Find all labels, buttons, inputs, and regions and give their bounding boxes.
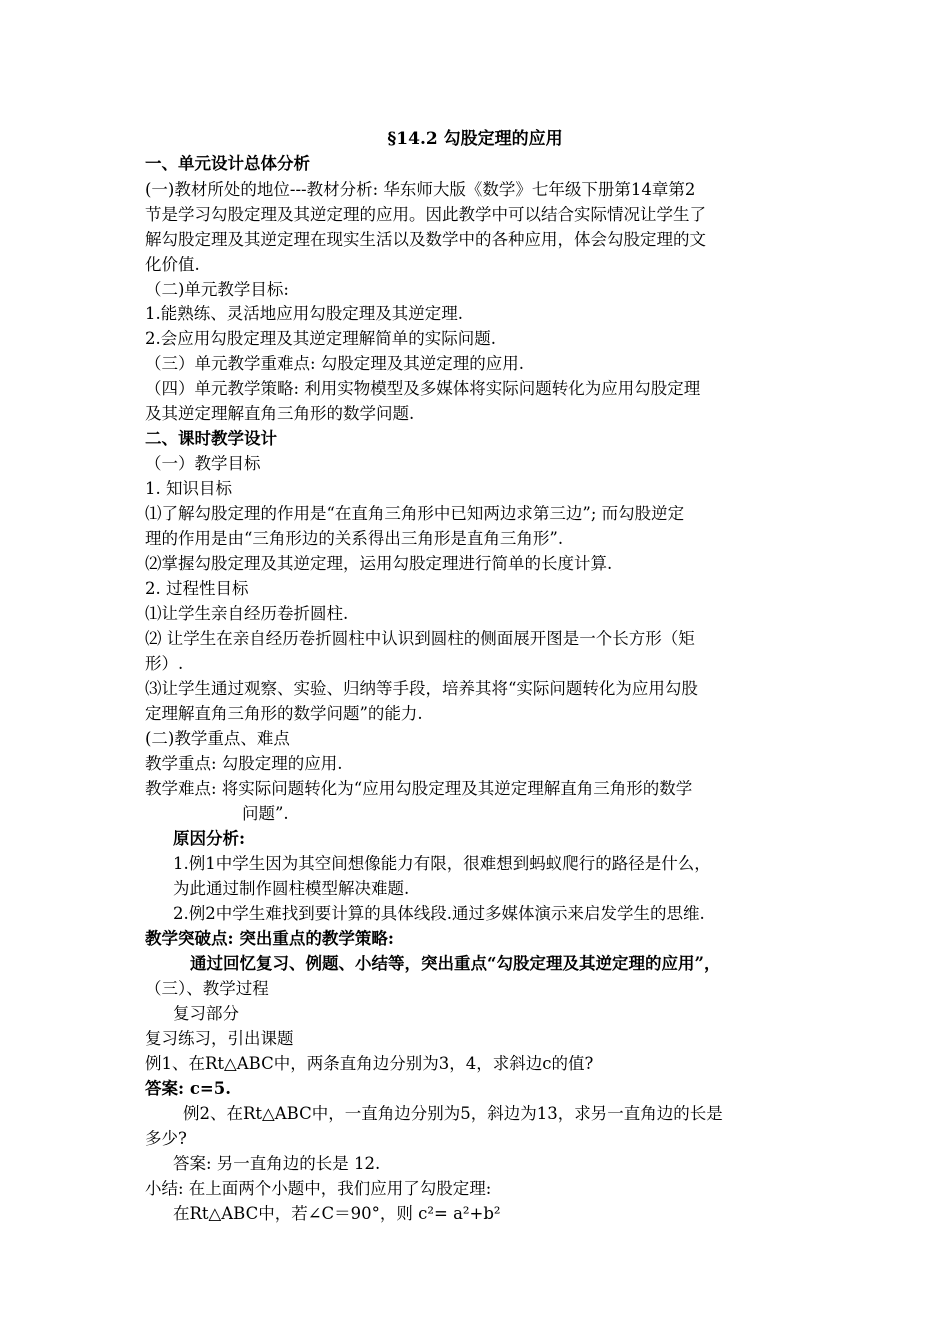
paragraph-line: ⑴了解勾股定理的作用是“在直角三角形中已知两边求第三边”; 而勾股逆定 (145, 504, 685, 523)
example-2: 例2、在Rt△ABC中，一直角边分别为5，斜边为13，求另一直角边的长是 (183, 1104, 723, 1123)
paragraph-line: ⑵ 让学生在亲自经历卷折圆柱中认识到圆柱的侧面展开图是一个长方形（矩 (145, 629, 695, 648)
paragraph-line: (二)教学重点、难点 (145, 729, 290, 748)
section-heading-1: 一、单元设计总体分析 (145, 154, 310, 173)
paragraph-line: 化价值. (145, 255, 200, 274)
paragraph-line: （一）教学目标 (145, 454, 261, 473)
answer-1: 答案: c=5. (145, 1079, 231, 1098)
paragraph-line: 为此通过制作圆柱模型解决难题. (173, 879, 410, 898)
page-title: §14.2 勾股定理的应用 (387, 129, 563, 149)
paragraph-line: 解勾股定理及其逆定理在现实生活以及数学中的各种应用，体会勾股定理的文 (145, 230, 706, 249)
paragraph-line: ⑵掌握勾股定理及其逆定理，运用勾股定理进行简单的长度计算. (145, 554, 613, 573)
paragraph-line: 及其逆定理解直角三角形的数学问题. (145, 404, 415, 423)
paragraph-line: 教学难点: 将实际问题转化为“应用勾股定理及其逆定理解直角三角形的数学 (145, 779, 693, 798)
paragraph-line: 形）. (145, 654, 184, 673)
formula-line: 在Rt△ABC中，若∠C＝90°，则 c²= a²+b² (173, 1204, 501, 1223)
section-heading-2: 二、课时教学设计 (145, 429, 277, 448)
paragraph-line: 2.会应用勾股定理及其逆定理解简单的实际问题. (145, 329, 496, 348)
paragraph-line: 1.例1中学生因为其空间想像能力有限，很难想到蚂蚁爬行的路径是什么， (173, 854, 711, 873)
paragraph-line: （三）单元教学重难点: 勾股定理及其逆定理的应用. (145, 354, 525, 373)
paragraph-line: 教学重点: 勾股定理的应用. (145, 754, 343, 773)
cause-analysis-heading: 原因分析: (173, 829, 246, 848)
paragraph-line: （三）、教学过程 (145, 979, 269, 998)
paragraph-line: 问题”. (242, 804, 289, 823)
paragraph-line: 1.能熟练、灵活地应用勾股定理及其逆定理. (145, 304, 463, 323)
paragraph-line: 通过回忆复习、例题、小结等，突出重点“勾股定理及其逆定理的应用”， (190, 954, 721, 973)
paragraph-line: 理的作用是由“三角形边的关系得出三角形是直角三角形”. (145, 529, 564, 548)
paragraph-line: 复习部分 (173, 1004, 239, 1023)
paragraph-line: 2.例2中学生难找到要计算的具体线段.通过多媒体演示来启发学生的思维. (173, 904, 705, 923)
paragraph-line: 节是学习勾股定理及其逆定理的应用。因此教学中可以结合实际情况让学生了 (145, 205, 706, 224)
paragraph-line: ⑴让学生亲自经历卷折圆柱. (145, 604, 349, 623)
paragraph-line: 2. 过程性目标 (145, 579, 249, 598)
summary-line: 小结: 在上面两个小题中，我们应用了勾股定理: (145, 1179, 492, 1198)
paragraph-line: (一)教材所处的地位---教材分析: 华东师大版《数学》七年级下册第14章第2 (145, 180, 696, 199)
paragraph-line: 复习练习，引出课题 (145, 1029, 294, 1048)
paragraph-line: ⑶让学生通过观察、实验、归纳等手段，培养其将“实际问题转化为应用勾股 (145, 679, 698, 698)
paragraph-line: （二)单元教学目标: (145, 280, 289, 299)
paragraph-line: （四）单元教学策略: 利用实物模型及多媒体将实际问题转化为应用勾股定理 (145, 379, 701, 398)
answer-2: 答案: 另一直角边的长是 12. (173, 1154, 381, 1173)
paragraph-line: 1. 知识目标 (145, 479, 232, 498)
example-1: 例1、在Rt△ABC中，两条直角边分别为3，4，求斜边c的值? (145, 1054, 594, 1073)
breakthrough-heading: 教学突破点: 突出重点的教学策略: (145, 929, 394, 948)
paragraph-line: 多少? (145, 1129, 187, 1148)
paragraph-line: 定理解直角三角形的数学问题”的能力. (145, 704, 423, 723)
